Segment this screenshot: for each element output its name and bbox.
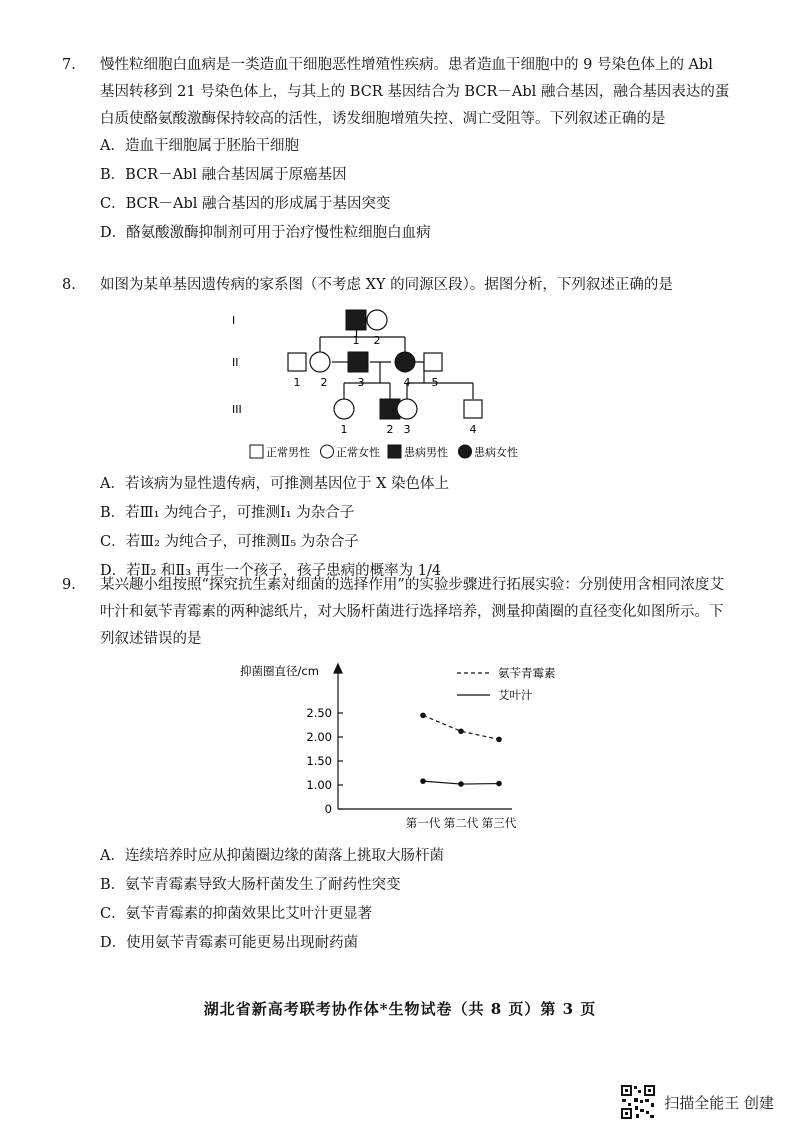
legend-affected-female-icon [459,445,472,458]
question-number: 8. [62,277,76,293]
options-list [100,843,732,957]
question-number: 7. [62,57,76,73]
option-c: C．氨苄青霉素的抑菌效果比艾叶汁更显著 [100,906,373,922]
generation-label: I [232,314,236,327]
option-c: C．BCR－Abl 融合基因的形成属于基因突变 [100,196,391,212]
y-tick-label: 2.50 [306,706,332,720]
pedigree-iii4-normal-male [464,400,482,418]
legend-affected-male-icon [388,445,401,458]
generation-label: III [232,403,242,416]
pedigree-i2-normal-female [367,310,387,330]
question-number: 9. [62,577,76,593]
pedigree-i1-affected-male [346,310,366,330]
legend-label: 艾叶汁 [498,688,533,702]
option-a: A．若该病为显性遗传病，可推测基因位于 X 染色体上 [100,476,450,492]
option-b: B．氨苄青霉素导致大肠杆菌发生了耐药性突变 [100,877,401,893]
option-c: C．若Ⅲ₂ 为纯合子，可推测Ⅱ₅ 为杂合子 [100,534,359,550]
page-footer: 湖北省新高考联考协作体*生物试卷（共 8 页）第 3 页 [203,1000,597,1018]
pedigree-label: 5 [431,376,439,389]
pedigree-label: 1 [293,376,301,389]
question-9 [62,572,732,957]
pedigree-iii1-normal-female [334,399,354,419]
question-stem: 如图为某单基因遗传病的家系图（不考虑 XY 的同源区段）。据图分析，下列叙述正确的是 [100,277,673,293]
pedigree-label: 4 [469,423,477,436]
data-point [458,781,464,787]
question-8 [62,272,732,585]
data-point [420,778,426,784]
legend-label: 氨苄青霉素 [498,666,556,680]
pedigree-label: 2 [386,423,394,436]
pedigree-ii3-affected-male [348,352,368,372]
y-tick-label: 2.00 [306,730,332,744]
question-stem: 某兴趣小组按照“探究抗生素对细菌的选择作用”的实验步骤进行拓展实验：分别使用含相同浓度艾叶汁和氨苄青霉素的两种滤纸片，对大肠杆菌进行选择培养，测量抑菌圈的直径变化如图所示。下列叙述错误的是 [100,577,724,647]
scanner-brand-text: 扫描全能王 创建 [664,1093,774,1112]
scanner-watermark [620,1084,774,1120]
legend-normal-male-icon [250,445,263,458]
data-point [496,737,502,743]
y-tick-label: 1.00 [306,778,332,792]
pedigree-diagram [62,305,732,465]
data-point [420,713,426,719]
pedigree-label: 2 [320,376,328,389]
generation-label: II [232,356,239,369]
question-7 [62,52,732,247]
options-list [100,133,732,247]
legend-label: 正常女性 [336,446,380,459]
question-stem: 慢性粒细胞白血病是一类造血干细胞恶性增殖性疾病。患者造血干细胞中的 9 号染色体上的 Abl 基因转移到 21 号染色体上，与其上的 BCR 基因结合为 BCR－Abl 融合基因，融合基因表达的蛋白质使酪氨酸激酶保持较高的活性，诱发细胞增殖失控、凋亡受阻等。下列叙述正确的是 [100,57,730,127]
option-b: B．BCR－Abl 融合基因属于原癌基因 [100,167,347,183]
pedigree-label: 1 [352,334,360,347]
x-tick-label: 第三代 [481,816,517,830]
x-tick-label: 第二代 [443,816,479,830]
y-axis-label: 抑菌圈直径/cm [240,664,319,678]
data-point [496,781,502,787]
y-axis-arrow [334,664,342,673]
legend-label: 正常男性 [266,446,310,459]
pedigree-ii5-normal-male [424,353,442,371]
option-d: D．酪氨酸激酶抑制剂可用于治疗慢性粒细胞白血病 [100,225,431,241]
option-b: B．若Ⅲ₁ 为纯合子，可推测Ⅰ₁ 为杂合子 [100,505,355,521]
pedigree-label: 3 [403,423,411,436]
legend-label: 患病女性 [474,446,518,459]
pedigree-label: 1 [340,423,348,436]
option-d: D．使用氨苄青霉素可能更易出现耐药菌 [100,935,359,951]
data-point [458,728,464,734]
options-list [100,471,732,585]
option-d: D．若Ⅱ₂ 和Ⅱ₃ 再生一个孩子，孩子患病的概率为 1/4 [100,563,442,579]
option-a: A．连续培养时应从抑菌圈边缘的菌落上挑取大肠杆菌 [100,848,444,864]
option-a: A．造血干细胞属于胚胎干细胞 [100,138,299,154]
pedigree-iii3-normal-female [397,399,417,419]
pedigree-ii1-normal-male [288,353,306,371]
series-line-ampicillin [423,715,499,739]
pedigree-label: 3 [357,376,365,389]
y-tick-label: 1.50 [306,754,332,768]
pedigree-label: 4 [403,376,411,389]
pedigree-label: 2 [373,334,381,347]
y-tick-label: 0 [324,802,332,816]
legend-label: 患病男性 [404,446,448,459]
qr-code-icon [620,1084,656,1120]
legend-normal-female-icon [321,445,334,458]
x-tick-label: 第一代 [405,816,441,830]
inhibition-zone-chart [62,659,732,837]
pedigree-ii4-affected-female [395,352,415,372]
pedigree-ii2-normal-female [310,352,330,372]
